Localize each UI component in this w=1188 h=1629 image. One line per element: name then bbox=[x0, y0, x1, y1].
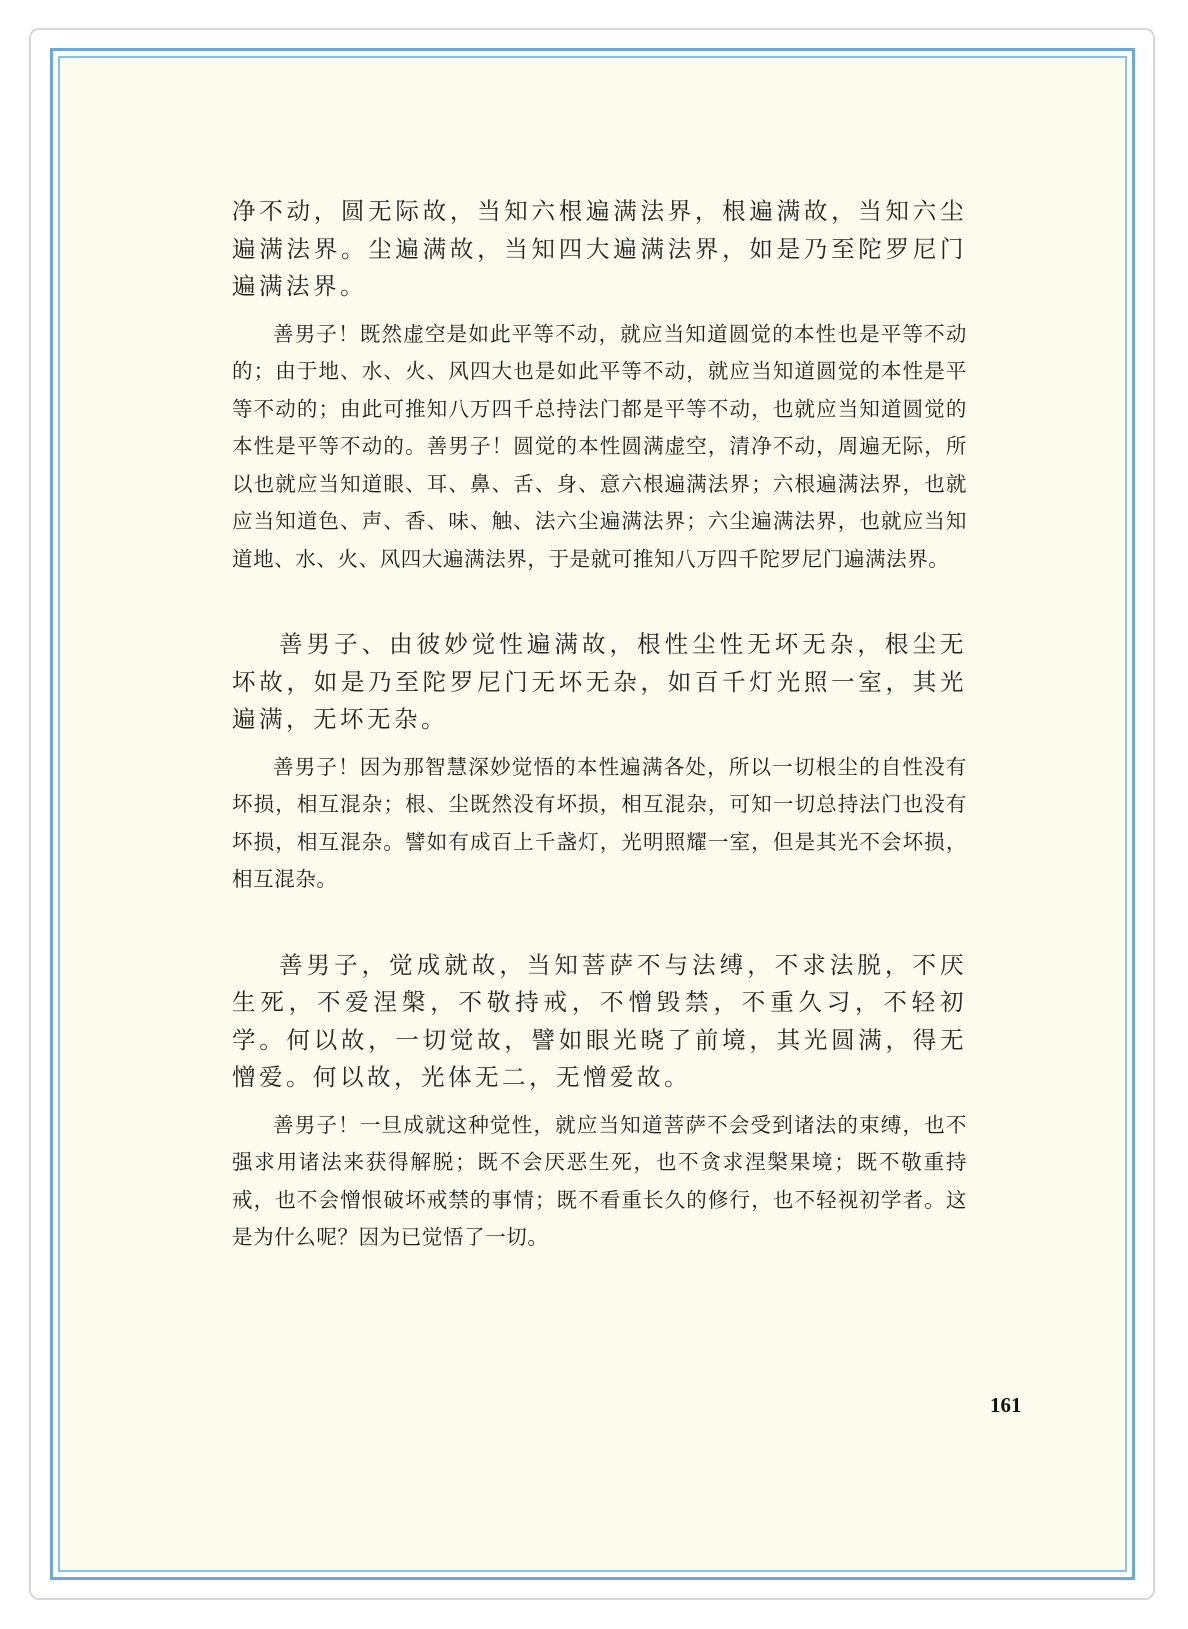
page-paper bbox=[58, 56, 1127, 1572]
classical-paragraph-1: 净不动，圆无际故，当知六根遍满法界，根遍满故，当知六尘遍满法界。尘遍满故，当知四大遍满法界，如是乃至陀罗尼门遍满法界。 bbox=[232, 197, 967, 300]
classical-paragraph-3: 善男子，觉成就故，当知菩萨不与法缚，不求法脱，不厌生死，不爱涅槃，不敬持戒，不憎毁禁，不重久习，不轻初学。何以故，一切觉故，譬如眼光晓了前境，其光圆满，得无憎爱。何以故，光体无二，无憎爱故。 bbox=[232, 950, 967, 1091]
text-column bbox=[232, 193, 967, 1257]
classical-paragraph-2: 善男子、由彼妙觉性遍满故，根性尘性无坏无杂，根尘无坏故，如是乃至陀罗尼门无坏无杂，如百千灯光照一室，其光遍满，无坏无杂。 bbox=[232, 630, 967, 733]
page-border bbox=[50, 48, 1135, 1580]
translation-paragraph-1: 善男子！既然虚空是如此平等不动，就应当知道圆觉的本性也是平等不动的；由于地、水、火、风四大也是如此平等不动，就应当知道圆觉的本性是平等不动的；由此可推知八万四千总持法门都是平等不动，也就应当知道圆觉的本性是平等不动的。善男子！圆觉的本性圆满虚空，清净不动，周遍无际，所以也就应当知道眼、耳、鼻、舌、身、意六根遍满法界；六根遍满法界，也就应当知道色、声、香、味、触、法六尘遍满法界；六尘遍满法界，也就应当知道地、水、火、风四大遍满法界，于是就可推知八万四千陀罗尼门遍满法界。 bbox=[232, 321, 967, 571]
translation-paragraph-2: 善男子！因为那智慧深妙觉悟的本性遍满各处，所以一切根尘的自性没有坏损，相互混杂；根、尘既然没有坏损，相互混杂，可知一切总持法门也没有坏损，相互混杂。譬如有成百上千盏灯，光明照耀一室，但是其光不会坏损，相互混杂。 bbox=[232, 754, 967, 891]
translation-paragraph-3: 善男子！一旦成就这种觉性，就应当知道菩萨不会受到诸法的束缚，也不强求用诸法来获得解脱；既不会厌恶生死，也不贪求涅槃果境；既不敬重持戒，也不会憎恨破坏戒禁的事情；既不看重长久的修行，也不轻视初学者。这是为什么呢？因为已觉悟了一切。 bbox=[232, 1112, 967, 1249]
page-number: 161 bbox=[990, 1393, 1022, 1417]
